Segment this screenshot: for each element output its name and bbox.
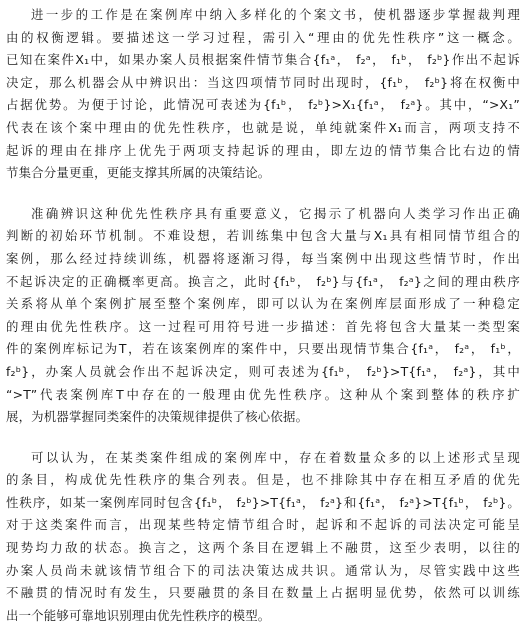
text-line: 的理由优先性秩序。这一过程可用符号进一步描述：首先将包含大量某一类型案 [6,318,520,334]
text-line: “>T”代表案例库T中存在的一般理由优先性秩序。这种从个案到整体的秩序扩 [6,386,520,402]
text-line: 展，为机器掌握同类案件的决策规律提供了核心依据。 [6,409,309,425]
text-line: 由的权衡逻辑。要描述这一学习过程，需引入“理由的优先性秩序”这一概念。 [6,29,520,45]
paragraph-3 [6,447,520,628]
text-line: 节集合分量更重，更能支撑其所属的决策结论。 [6,165,271,181]
text-line: f₂ᵇ}，办案人员就会作出不起诉决定，则可表述为{f₁ᵇ， f₂ᵇ}>T{f₁ᵃ， f₂ᵃ}，其中 [6,363,520,379]
text-line: 不起诉决定的正确概率更高。换言之，此时{f₁ᵇ， f₂ᵇ}与{f₁ᵃ， f₂ᵃ}之间的理由秩序 [6,273,520,289]
text-line: 可以认为，在某类案件组成的案例库中，存在着数量众多的以上述形式呈现 [31,449,520,465]
text-line: 对于这类案件而言，出现某些特定情节组合时，起诉和不起诉的司法决定可能呈 [6,517,520,533]
text-line: 现势均力敌的状态。换言之，这两个条目在逻辑上不融贯，这至少表明，以往的 [6,540,520,556]
text-line: 准确辨识这种优先性秩序具有重要意义，它揭示了机器向人类学习作出正确 [31,205,520,221]
text-line: 案例，那么经过持续训练，机器将逐渐习得，每当案例中出现这些情节时，作出 [6,250,520,266]
text-line: 决定，那么机器会从中辨识出：当这四项情节同时出现时，{f₁ᵇ， f₂ᵇ}将在权衡中 [6,74,520,90]
text-line: 代表在该个案中理由的优先性秩序，也就是说，单纯就案件X₁而言，两项支持不 [6,119,520,135]
text-line: 性秩序，如某一案例库同时包含{f₁ᵇ， f₂ᵇ}>T{f₁ᵃ， f₂ᵃ}和{f₁ᵃ， f₂ᵃ}>T{f₁ᵇ， f₂ᵇ}。 [6,494,520,510]
text-line: 起诉的理由在排序上优先于两项支持起诉的理由，即左边的情节集合比右边的情 [6,142,520,158]
text-line: 已知在案件X₁中，如果办案人员根据案件情节集合{f₁ᵃ， f₂ᵃ， f₁ᵇ， f₂ᵇ}作出不起诉 [6,52,520,68]
text-line: 办案人员尚未就该情节组合下的司法决策达成共识。通常认为，尽管实践中这些 [6,562,520,578]
text-line: 出一个能够可靠地识别理由优先性秩序的模型。 [6,607,271,623]
paragraph-gap [6,185,520,203]
paragraph-1 [6,4,520,185]
text-line: 关系将从单个案例扩展至整个案例库，即可以认为在案例库层面形成了一种稳定 [6,296,520,312]
text-line: 件的案例库标记为T，若在该案例库的案件中，只要出现情节集合{f₁ᵃ， f₂ᵃ， f₁ᵇ， [6,341,520,357]
paragraph-2 [6,203,520,429]
text-line: 判断的初始环节机制。不难设想，若训练集中包含大量与X₁具有相同情节组合的 [6,228,520,244]
text-line: 占据优势。为便于讨论，此情况可表述为{f₁ᵇ， f₂ᵇ}>X₁{f₁ᵃ， f₂ᵃ}。其中，“>X₁” [6,97,520,113]
paragraph-gap [6,429,520,447]
text-line: 进一步的工作是在案例库中纳入多样化的个案文书，使机器逐步掌握裁判理 [31,7,520,22]
text-line: 的条目，构成优先性秩序的集合列表。但是，也不排除其中存在相互矛盾的优先 [6,472,520,488]
text-line: 不融贯的情况时有发生，只要融贯的条目在数量上占据明显优势，依然可以训练 [6,585,520,601]
